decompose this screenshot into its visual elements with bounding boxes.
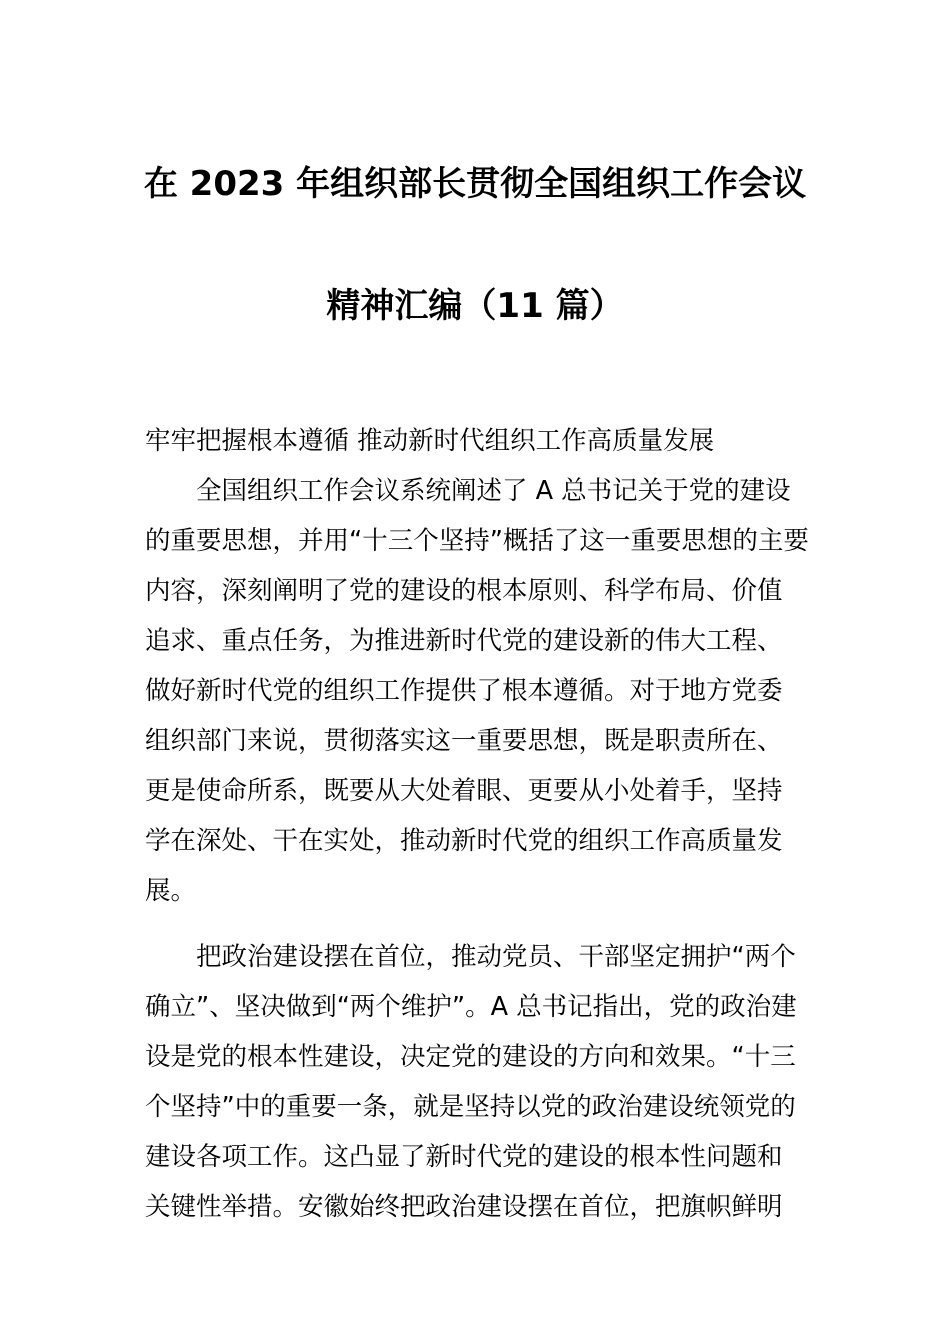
paragraph-gap — [145, 923, 810, 939]
paragraph-line: 全国组织工作会议系统阐述了 A 总书记关于党的建设 — [196, 476, 791, 506]
document-body — [145, 423, 810, 1239]
paragraph-line: 追求、重点任务，为推进新时代党的建设新的伟大工程、 — [145, 626, 783, 656]
paragraph-line: 设是党的根本性建设，决定党的建设的方向和效果。“十三 — [145, 1042, 796, 1072]
paragraph-1 — [145, 473, 810, 923]
paragraph-line: 更是使命所系，既要从大处着眼、更要从小处着手，坚持 — [145, 776, 783, 806]
document-title-line-1: 在 2023 年组织部长贯彻全国组织工作会议 — [143, 164, 807, 204]
paragraph-line: 组织部门来说，贯彻落实这一重要思想，既是职责所在、 — [145, 726, 783, 756]
paragraph-line: 展。 — [145, 876, 197, 906]
paragraph-line: 学在深处、干在实处，推动新时代党的组织工作高质量发 — [145, 826, 783, 856]
paragraph-line: 关键性举措。安徽始终把政治建设摆在首位，把旗帜鲜明 — [145, 1192, 783, 1222]
paragraph-2 — [145, 939, 810, 1239]
paragraph-line: 个坚持”中的重要一条，就是坚持以党的政治建设统领党的 — [145, 1092, 796, 1122]
document-title-line-2: 精神汇编（11 篇） — [326, 286, 624, 326]
paragraph-line: 确立”、坚决做到“两个维护”。A 总书记指出，党的政治建 — [145, 992, 797, 1022]
paragraph-line: 建设各项工作。这凸显了新时代党的建设的根本性问题和 — [145, 1142, 783, 1172]
section-subtitle: 牢牢把握根本遵循 推动新时代组织工作高质量发展 — [145, 426, 715, 456]
paragraph-line: 内容，深刻阐明了党的建设的根本原则、科学布局、价值 — [145, 576, 783, 606]
paragraph-line: 的重要思想，并用“十三个坚持”概括了这一重要思想的主要 — [145, 526, 809, 556]
paragraph-line: 把政治建设摆在首位，推动党员、干部坚定拥护“两个 — [196, 942, 796, 972]
paragraph-line: 做好新时代党的组织工作提供了根本遵循。对于地方党委 — [145, 676, 783, 706]
